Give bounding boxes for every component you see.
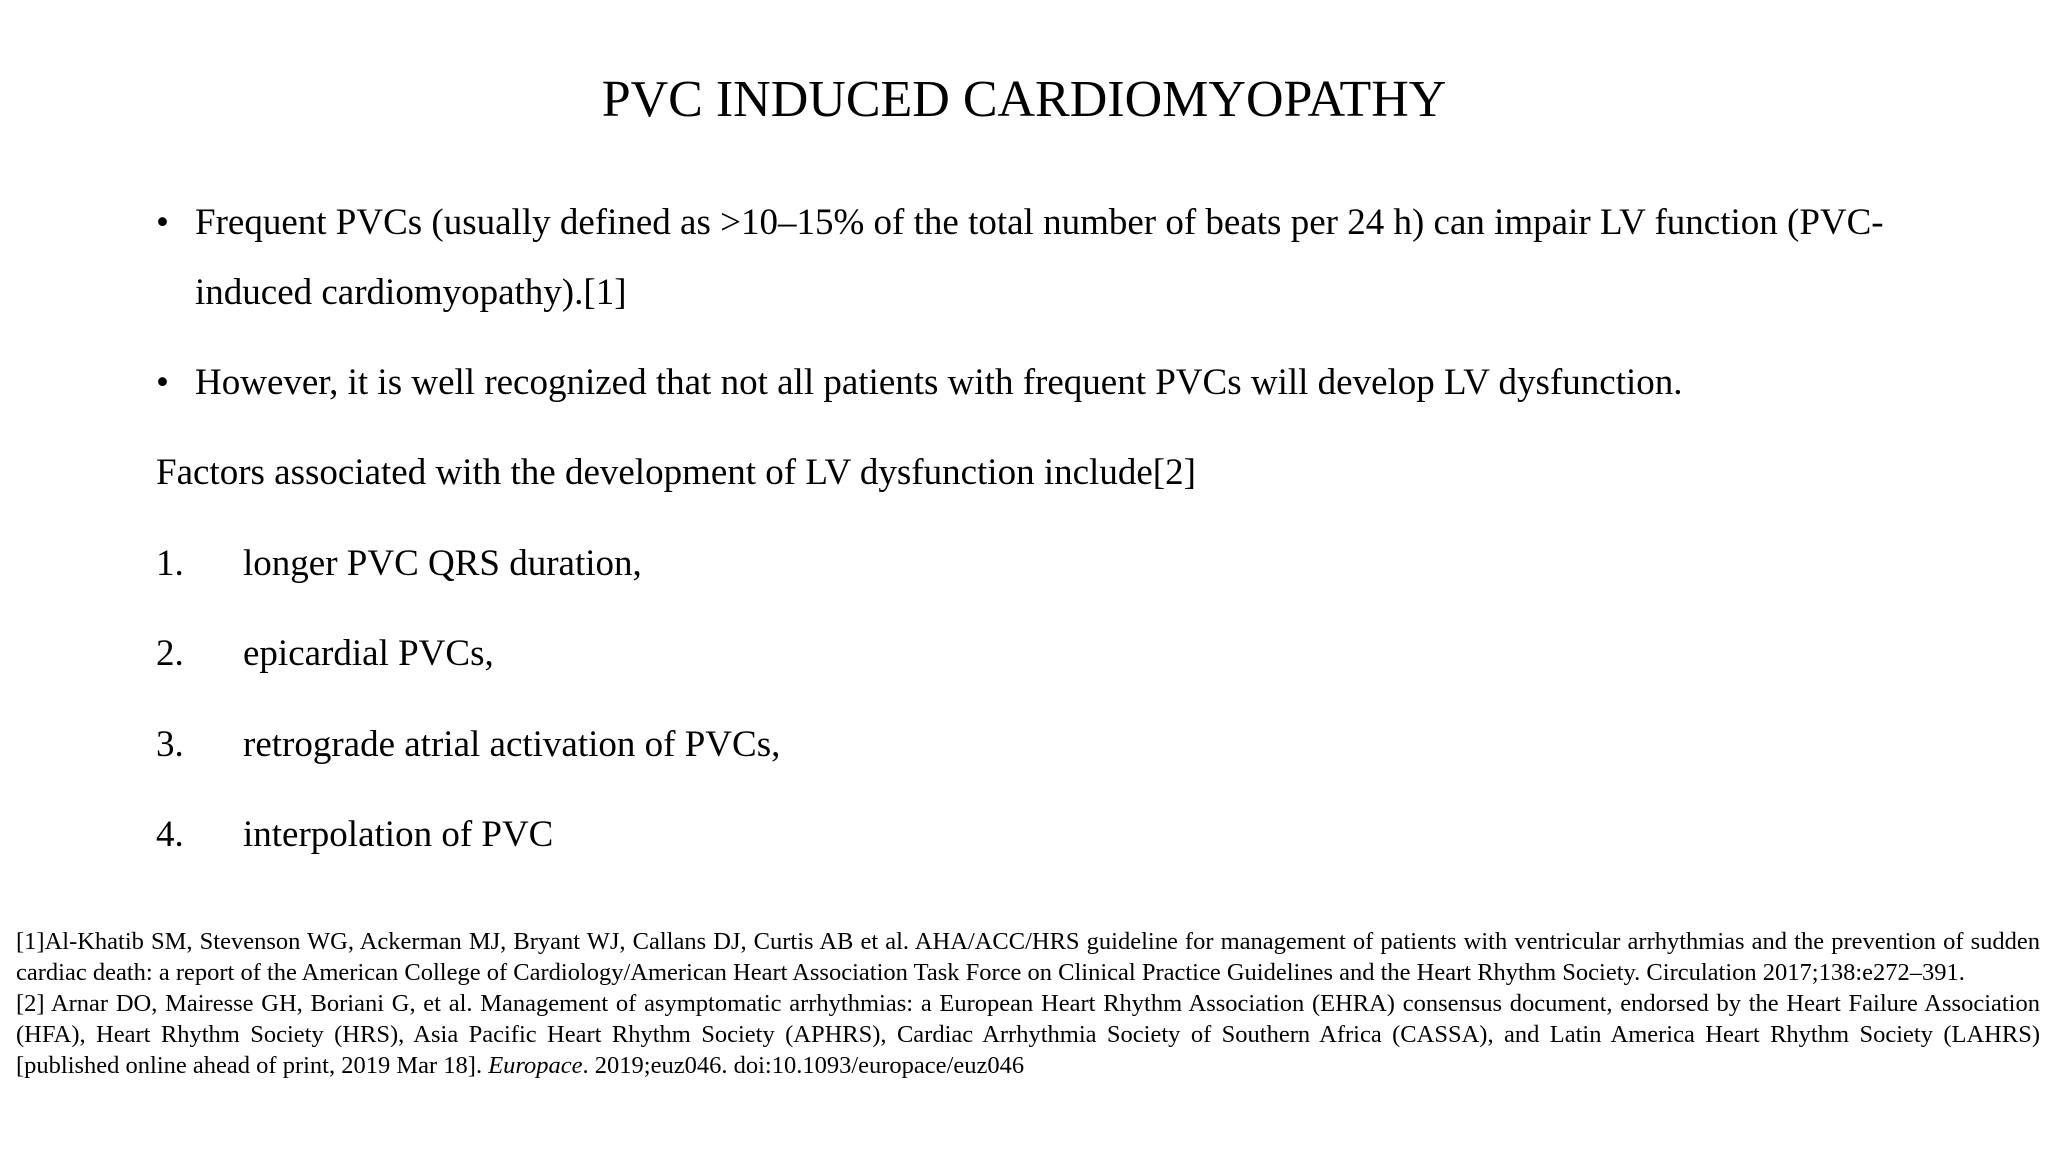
bullet-item — [156, 348, 1916, 418]
factor-text: longer PVC QRS duration, — [243, 543, 642, 584]
reference-1: [1]Al-Khatib SM, Stevenson WG, Ackerman MJ, Bryant WJ, Callans DJ, Curtis AB et al. AHA/ACC/HRS guideline for management of patients with ventricular arrhythmias and the prevention of sudden cardiac death: a report of the American College of Cardiology/American Heart Association Task Force on Clinical Practice Guidelines and the Heart Rhythm Society. Circulation 2017;138:e272–391. — [16, 928, 2040, 986]
factor-text: retrograde atrial activation of PVCs, — [243, 724, 781, 765]
factor-number: 1. — [156, 543, 184, 584]
factor-number: 4. — [156, 814, 184, 855]
factor-text: interpolation of PVC — [243, 814, 554, 855]
reference-2-tail: . 2019;euz046. doi:10.1093/europace/euz046 — [582, 1052, 1025, 1079]
bullet-item — [156, 188, 1916, 328]
reference-2-journal: Europace — [488, 1052, 583, 1079]
factor-text: epicardial PVCs, — [243, 633, 494, 674]
factor-number: 3. — [156, 724, 184, 765]
bullet-text: However, it is well recognized that not all patients with frequent PVCs will develop LV dysfunction. — [195, 362, 1683, 403]
bullet-marker: • — [156, 202, 169, 243]
reference-2 — [16, 988, 2040, 1081]
references — [16, 926, 2040, 1081]
factor-number: 2. — [156, 633, 184, 674]
factors-heading: Factors associated with the development of LV dysfunction include[2] — [156, 452, 1196, 493]
bullet-marker: • — [156, 362, 169, 403]
bullet-text: Frequent PVCs (usually defined as >10–15% of the total number of beats per 24 h) can impair LV function (PVC-induced cardiomyopathy).[1] — [195, 202, 1884, 313]
reference-2-body: [2] Arnar DO, Mairesse GH, Boriani G, et al. Management of asymptomatic arrhythmias: a European Heart Rhythm Association (EHRA) consensus document, endorsed by the Heart Failure Association (HFA), Heart Rhythm Society (HRS), Asia Pacific Heart Rhythm Society (APHRS), Cardiac Arrhythmia Society of Southern Africa (CASSA), and Latin America Heart Rhythm Society (LAHRS) [published online ahead of print, 2019 Mar 18]. — [16, 990, 2040, 1079]
slide-title: PVC INDUCED CARDIOMYOPATHY — [601, 71, 1447, 128]
